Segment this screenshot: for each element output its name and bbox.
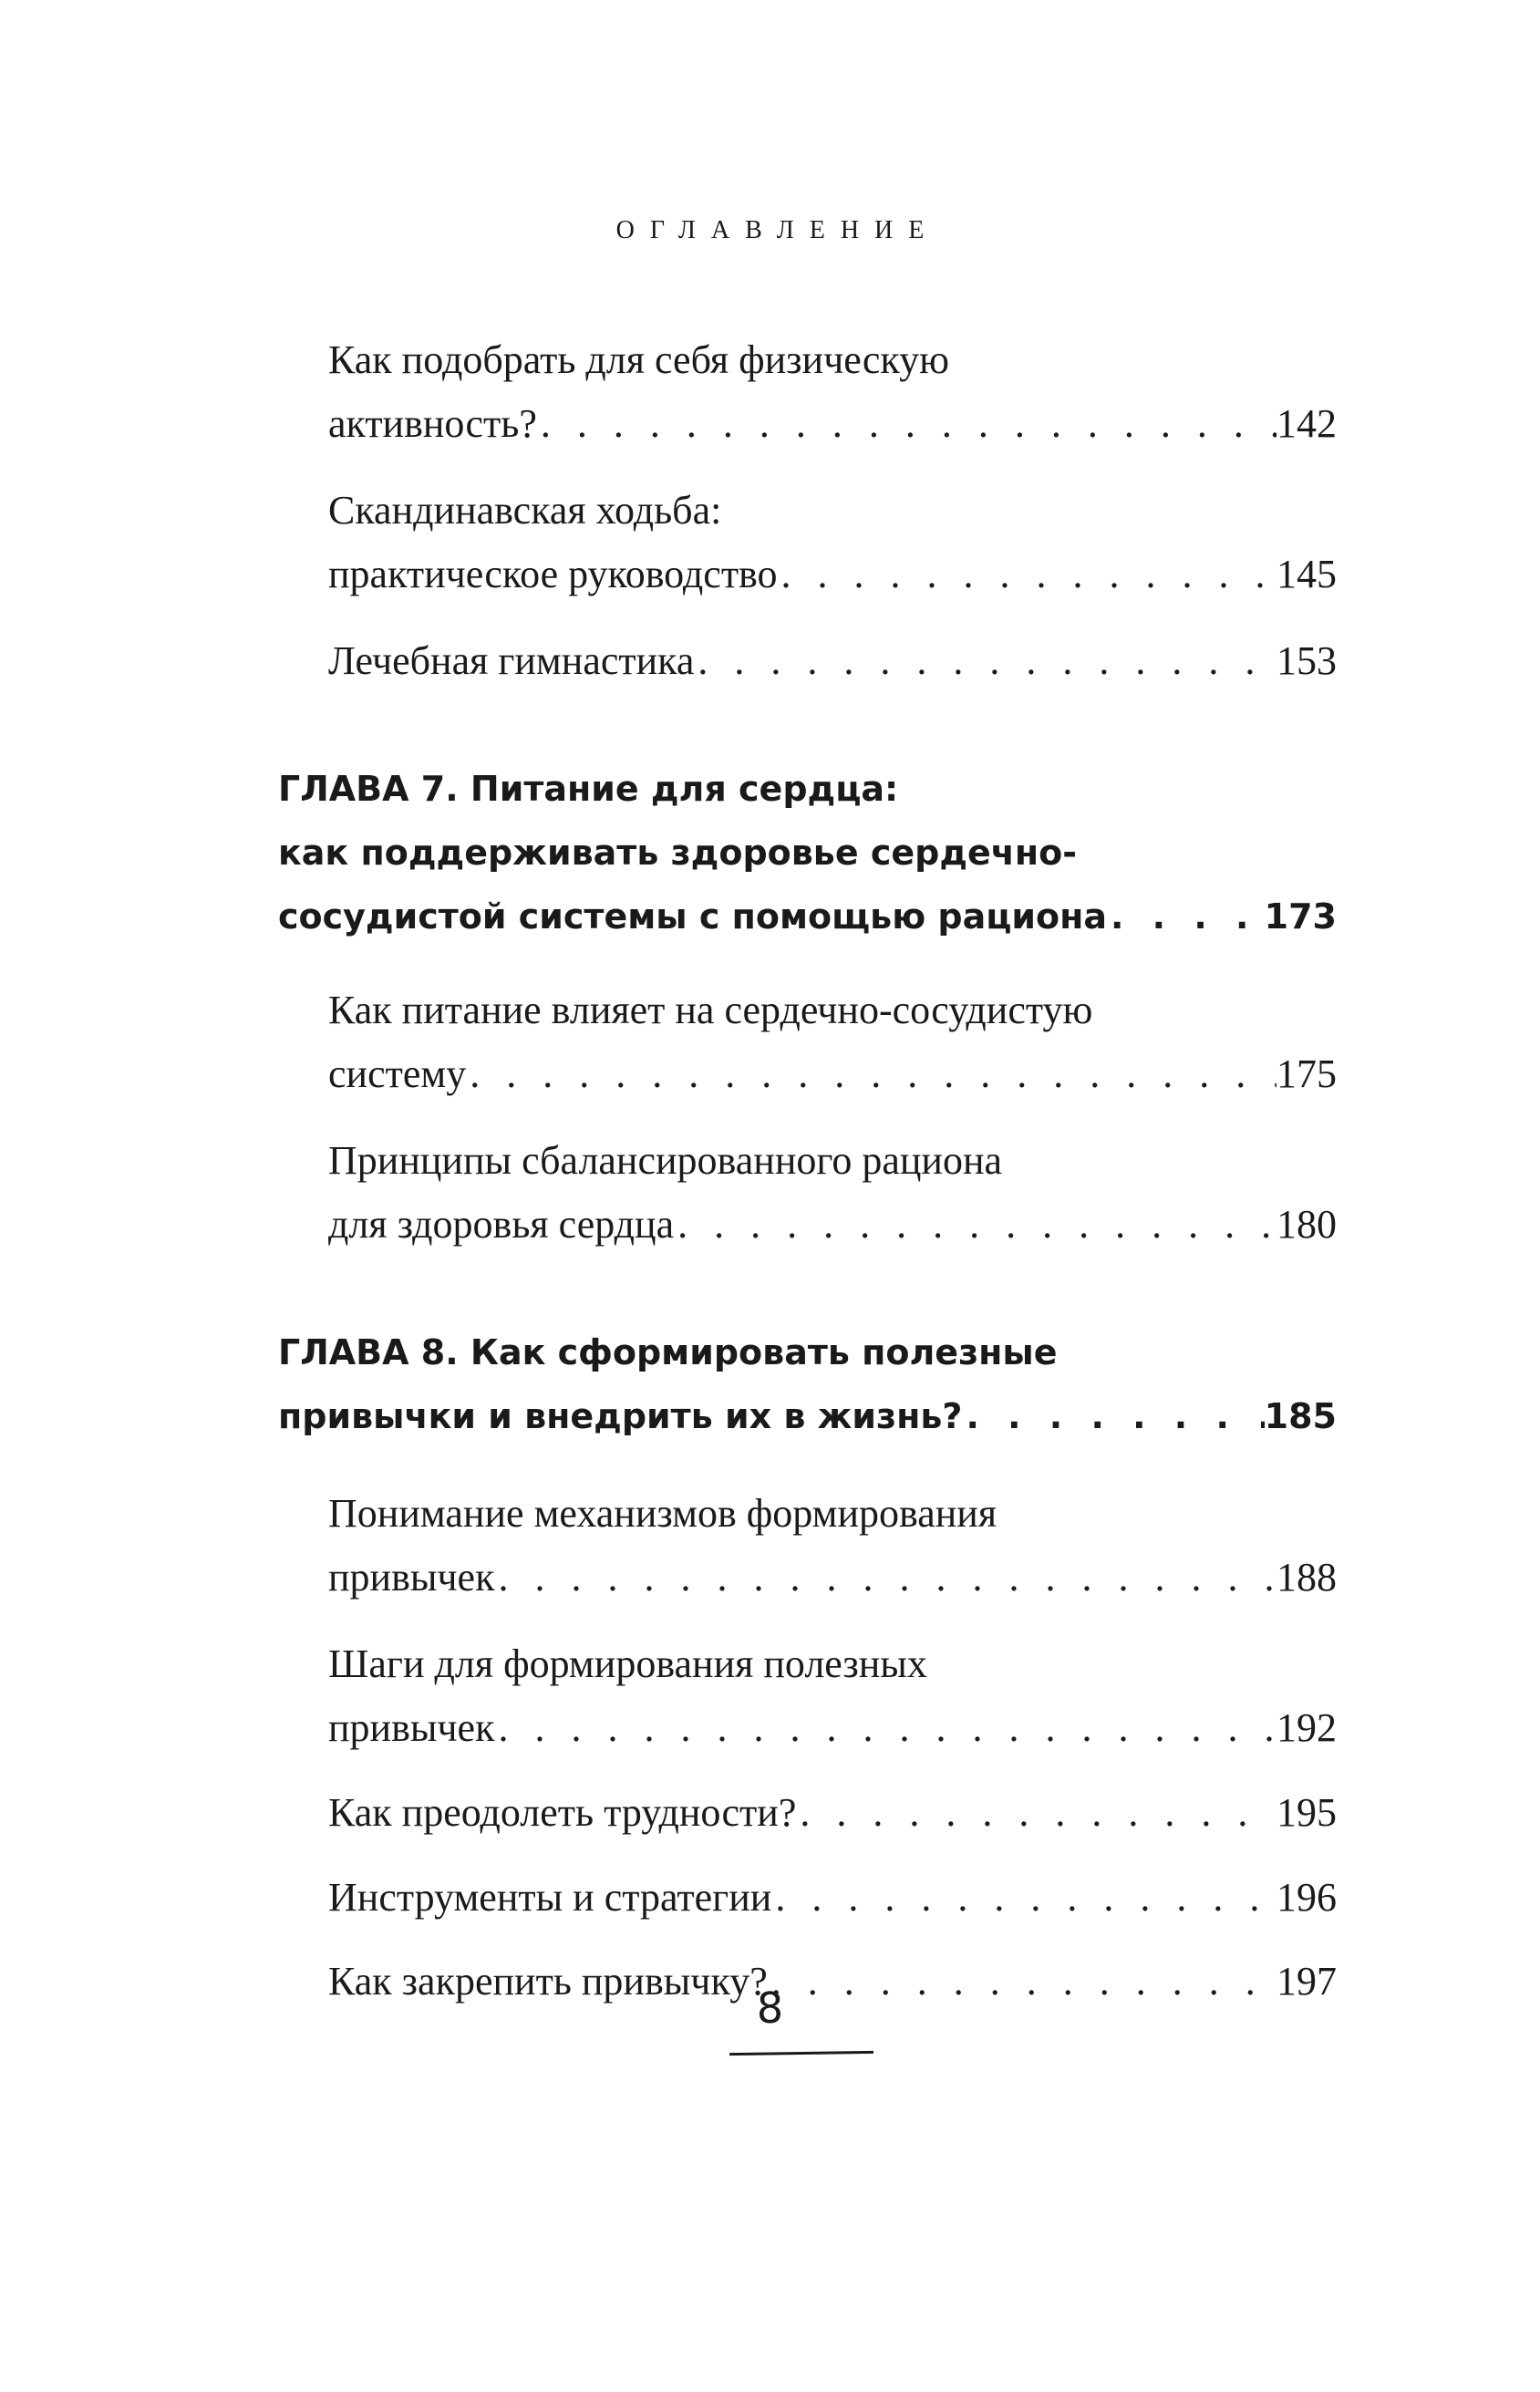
dot-leader <box>694 629 1276 693</box>
toc-entry-title: Инструменты и стратегии <box>328 1875 772 1920</box>
toc-entry-title-line: Шаги для формирования полезных <box>328 1641 927 1686</box>
toc-entry-title: Как закрепить привычку? <box>328 1959 768 2004</box>
toc-entry-title: привычек <box>328 1705 495 1750</box>
toc-entry <box>328 979 1337 1106</box>
toc-entry <box>328 1866 1337 1930</box>
dot-leader <box>494 1546 1276 1610</box>
toc-entry-title: Как преодолеть трудности? <box>328 1790 797 1835</box>
toc-entry-title-line: Понимание механизмов формирования <box>328 1491 997 1536</box>
dot-leader <box>796 1781 1276 1845</box>
toc-entry-title: активность? <box>328 401 537 446</box>
toc-page-number: 153 <box>1276 638 1337 683</box>
toc-page-number: 142 <box>1276 401 1337 446</box>
toc-entry-title-line: Скандинавская ходьба: <box>328 488 722 533</box>
toc-entry-title: систему <box>328 1051 467 1096</box>
toc-entry-title: Лечебная гимнастика <box>328 638 695 683</box>
toc-chapter-entry <box>278 1320 1337 1448</box>
dot-leader <box>1107 885 1265 948</box>
toc-page-number: 180 <box>1276 1202 1337 1247</box>
toc-entry <box>328 1482 1337 1610</box>
toc-entry <box>328 479 1337 606</box>
toc-entry <box>328 1781 1337 1845</box>
toc-entry <box>328 629 1337 693</box>
dot-leader <box>771 1866 1276 1930</box>
toc-entry <box>328 1129 1337 1257</box>
toc-page-number: 197 <box>1276 1959 1337 2004</box>
toc-chapter-title-line: ГЛАВА 8. Как сформировать полезные <box>278 1332 1058 1372</box>
toc-page-number: 173 <box>1264 896 1337 937</box>
page-number: 8 <box>756 1983 784 2033</box>
toc-chapter-entry <box>278 757 1337 948</box>
toc-page-number: 188 <box>1276 1555 1337 1600</box>
toc-chapter-title-line: как поддерживать здоровье сердечно- <box>278 833 1078 873</box>
toc-entry-title: для здоровья сердца <box>328 1202 675 1247</box>
toc-chapter-title-line: ГЛАВА 7. Питание для сердца: <box>278 769 899 809</box>
dot-leader <box>494 1696 1276 1760</box>
toc-entry-title-line: Принципы сбалансированного рациона <box>328 1138 1003 1183</box>
toc-page-number: 192 <box>1276 1705 1337 1750</box>
running-head: ОГЛАВЛЕНИЕ <box>615 216 940 244</box>
toc-entry-title-line: Как питание влияет на сердечно-сосудистую <box>328 988 1093 1032</box>
toc-entry-title: привычек <box>328 1555 495 1600</box>
toc-entry-title: практическое руководство <box>328 552 778 596</box>
toc-entry <box>328 1632 1337 1760</box>
dot-leader <box>537 392 1276 456</box>
toc-chapter-title: привычки и внедрить их в жизнь? <box>278 1396 963 1436</box>
page-number-underline <box>729 2051 873 2055</box>
toc-page-number: 196 <box>1276 1875 1337 1920</box>
toc-page-number: 145 <box>1276 552 1337 596</box>
toc-entry-title-line: Как подобрать для себя физическую <box>328 337 950 382</box>
toc-entry <box>328 328 1337 456</box>
dot-leader <box>778 543 1276 606</box>
dot-leader <box>466 1042 1276 1106</box>
toc-chapter-title: сосудистой системы с помощью рациона <box>278 896 1108 937</box>
toc-page-number: 185 <box>1264 1396 1337 1436</box>
dot-leader <box>674 1193 1276 1257</box>
dot-leader <box>962 1384 1264 1448</box>
toc-page-number: 175 <box>1276 1051 1337 1096</box>
toc-page-number: 195 <box>1276 1790 1337 1835</box>
